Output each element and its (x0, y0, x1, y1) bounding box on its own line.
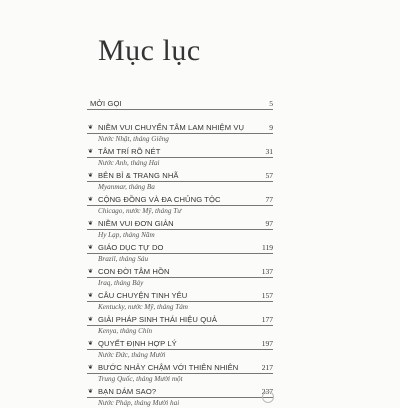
toc-entry-page: 31 (265, 147, 273, 156)
toc-entry-subtitle: Chicago, nước Mỹ, tháng Tư (98, 207, 182, 215)
toc-entry-title: NIỀM VUI CHUYỂN TÂM LAM NHIỆM VỤ (98, 123, 245, 132)
fleuron-icon: ❦ (88, 340, 94, 347)
toc-entry-subtitle: Nước Pháp, tháng Mười hai (98, 399, 180, 407)
toc-entry (87, 264, 273, 288)
toc-entry (87, 216, 273, 240)
toc-entry-page: 217 (261, 363, 273, 372)
fleuron-icon: ❦ (88, 148, 94, 155)
toc-entry-title: CON ĐỜI TÂM HỒN (98, 267, 170, 276)
toc-entry-row (87, 216, 273, 230)
toc-entry-row (87, 288, 273, 302)
toc-entry (87, 360, 273, 384)
toc-entry-row (87, 120, 273, 134)
toc-entry (87, 168, 273, 192)
fleuron-icon: ❦ (88, 388, 94, 395)
toc-entry-row (87, 240, 273, 254)
toc-entry (87, 144, 273, 168)
toc-entry (87, 192, 273, 216)
toc-entry-title: MỞI GỌI (90, 99, 122, 108)
toc-entry-row (87, 192, 273, 206)
fleuron-icon: ❦ (88, 172, 94, 179)
toc-entry-title: NIỀM VUI ĐƠN GIẢN (98, 219, 174, 228)
toc-entry (87, 96, 273, 120)
toc-entry-subtitle: Myanmar, tháng Ba (98, 183, 155, 191)
page-corner-mark (262, 391, 274, 403)
toc-entry-title: QUYẾT ĐỊNH HỢP LÝ (98, 339, 177, 348)
toc-entry-page: 157 (261, 291, 273, 300)
toc-entry-title: CỘNG ĐỒNG VÀ ĐA CHỦNG TỘC (98, 195, 221, 204)
toc-entry (87, 384, 273, 408)
toc-entry (87, 312, 273, 336)
toc-entry-subtitle: Kentucky, nước Mỹ, tháng Tám (98, 303, 188, 311)
toc-entry (87, 120, 273, 144)
toc-entry-subtitle: Brazil, tháng Sáu (98, 255, 149, 263)
toc-entry-row (87, 384, 273, 398)
toc-entry-page: 137 (261, 267, 273, 276)
fleuron-icon: ❦ (88, 268, 94, 275)
toc-entry-subtitle: Nước Nhật, tháng Giêng (98, 135, 169, 143)
fleuron-icon: ❦ (88, 220, 94, 227)
page-title: Mục lục (98, 34, 201, 67)
table-of-contents (87, 96, 273, 408)
toc-entry-page: 97 (265, 219, 273, 228)
toc-entry-title: BÊN BỈ & TRANG NHÃ (98, 171, 179, 180)
toc-entry-subtitle (87, 110, 273, 120)
toc-entry-row (87, 360, 273, 374)
fleuron-icon: ❦ (88, 124, 94, 131)
toc-entry-title: GIÁO DỤC TỰ DO (98, 243, 164, 252)
toc-entry-title: BƯỚC NHẢY CHẬM VỚI THIÊN NHIÊN (98, 363, 239, 372)
toc-entry-row (87, 264, 273, 278)
toc-entry-subtitle: Hy Lạp, tháng Năm (98, 231, 155, 239)
fleuron-icon: ❦ (88, 196, 94, 203)
toc-entry-page: 57 (265, 171, 273, 180)
toc-entry-page: 119 (262, 243, 273, 252)
fleuron-icon: ❦ (88, 316, 94, 323)
toc-entry-page: 5 (269, 99, 273, 108)
toc-entry-row (87, 312, 273, 326)
toc-entry-page: 197 (261, 339, 273, 348)
toc-entry-row (87, 96, 273, 110)
toc-entry-page: 237 (261, 387, 273, 396)
toc-entry (87, 240, 273, 264)
fleuron-icon: ❦ (88, 364, 94, 371)
toc-entry-subtitle: Kenya, tháng Chín (98, 327, 153, 335)
toc-entry-row (87, 336, 273, 350)
fleuron-icon: ❦ (88, 292, 94, 299)
toc-entry-page: 177 (261, 315, 273, 324)
toc-entry-page: 77 (265, 195, 273, 204)
toc-entry-subtitle: Iraq, tháng Bảy (98, 279, 144, 287)
toc-entry-subtitle: Nước Anh, tháng Hai (98, 159, 160, 167)
toc-entry-title: TÂM TRÍ RÕ NÉT (98, 147, 161, 156)
toc-entry-title: CÂU CHUYỆN TINH YÊU (98, 291, 188, 300)
toc-entry (87, 288, 273, 312)
toc-entry-subtitle: Nước Đức, tháng Mười (98, 351, 166, 359)
toc-entry (87, 336, 273, 360)
fleuron-icon: ❦ (88, 244, 94, 251)
toc-entry-row (87, 144, 273, 158)
toc-entry-subtitle: Trung Quốc, tháng Mười một (98, 375, 183, 383)
toc-entry-title: GIẢI PHÁP SINH THÁI HIỆU QUẢ (98, 315, 217, 324)
toc-entry-row (87, 168, 273, 182)
toc-entry-page: 9 (269, 123, 273, 132)
toc-entry-title: BẠN DÁM SAO? (98, 387, 157, 396)
